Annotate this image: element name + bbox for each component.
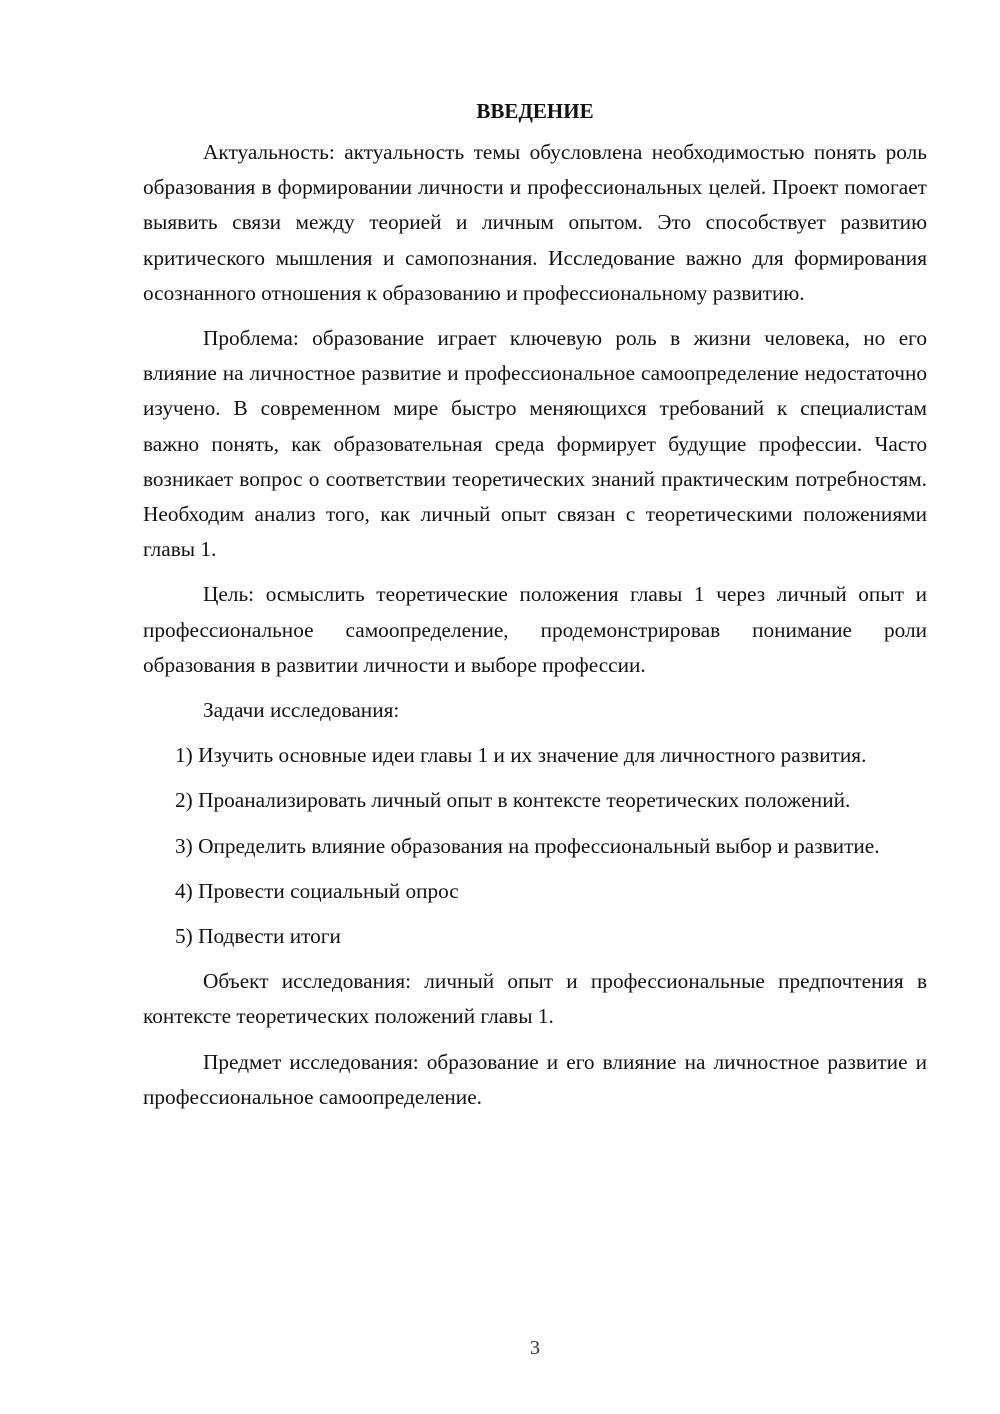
subject-paragraph: Предмет исследования: образование и его влияние на личностное развитие и профессиональное самоопределение. <box>143 1049 927 1109</box>
tasks-heading: Задачи исследования: <box>203 698 400 723</box>
object-paragraph: Объект исследования: личный опыт и профессиональные предпочтения в контексте теоретических положений главы 1. <box>143 969 927 1029</box>
task-item-1: 1) Изучить основные идеи главы 1 и их значение для личностного развития. <box>175 743 867 768</box>
page-number: 3 <box>530 1337 540 1359</box>
task-item-3: 3) Определить влияние образования на профессиональный выбор и развитие. <box>175 833 880 858</box>
task-item-4: 4) Провести социальный опрос <box>175 878 459 903</box>
task-item-2: 2) Проанализировать личный опыт в контексте теоретических положений. <box>175 788 851 813</box>
page-title: ВВЕДЕНИЕ <box>476 99 594 123</box>
page-content <box>143 96 927 1115</box>
goal-paragraph: Цель: осмыслить теоретические положения главы 1 через личный опыт и профессиональное самоопределение, продемонстрировав понимание роли образования в развитии личности и выборе профессии. <box>143 582 927 677</box>
problem-paragraph: Проблема: образование играет ключевую роль в жизни человека, но его влияние на личностное развитие и профессиональное самоопределение недостаточно изучено. В современном мире быстро меняющихся требований к специалистам важно понять, как образовательная среда формирует будущие профессии. Часто возникает вопрос о соответствии теоретических знаний практическим потребностям. Необходим анализ того, как личный опыт связан с теоретическими положениями главы 1. <box>143 326 927 562</box>
task-item-5: 5) Подвести итоги <box>175 924 341 949</box>
relevance-paragraph: Актуальность: актуальность темы обусловлена необходимостью понять роль образования в формировании личности и профессиональных целей. Проект помогает выявить связи между теорией и личным опытом. Это способствует развитию критического мышления и самопознания. Исследование важно для формирования осознанного отношения к образованию и профессиональному развитию. <box>143 140 927 305</box>
